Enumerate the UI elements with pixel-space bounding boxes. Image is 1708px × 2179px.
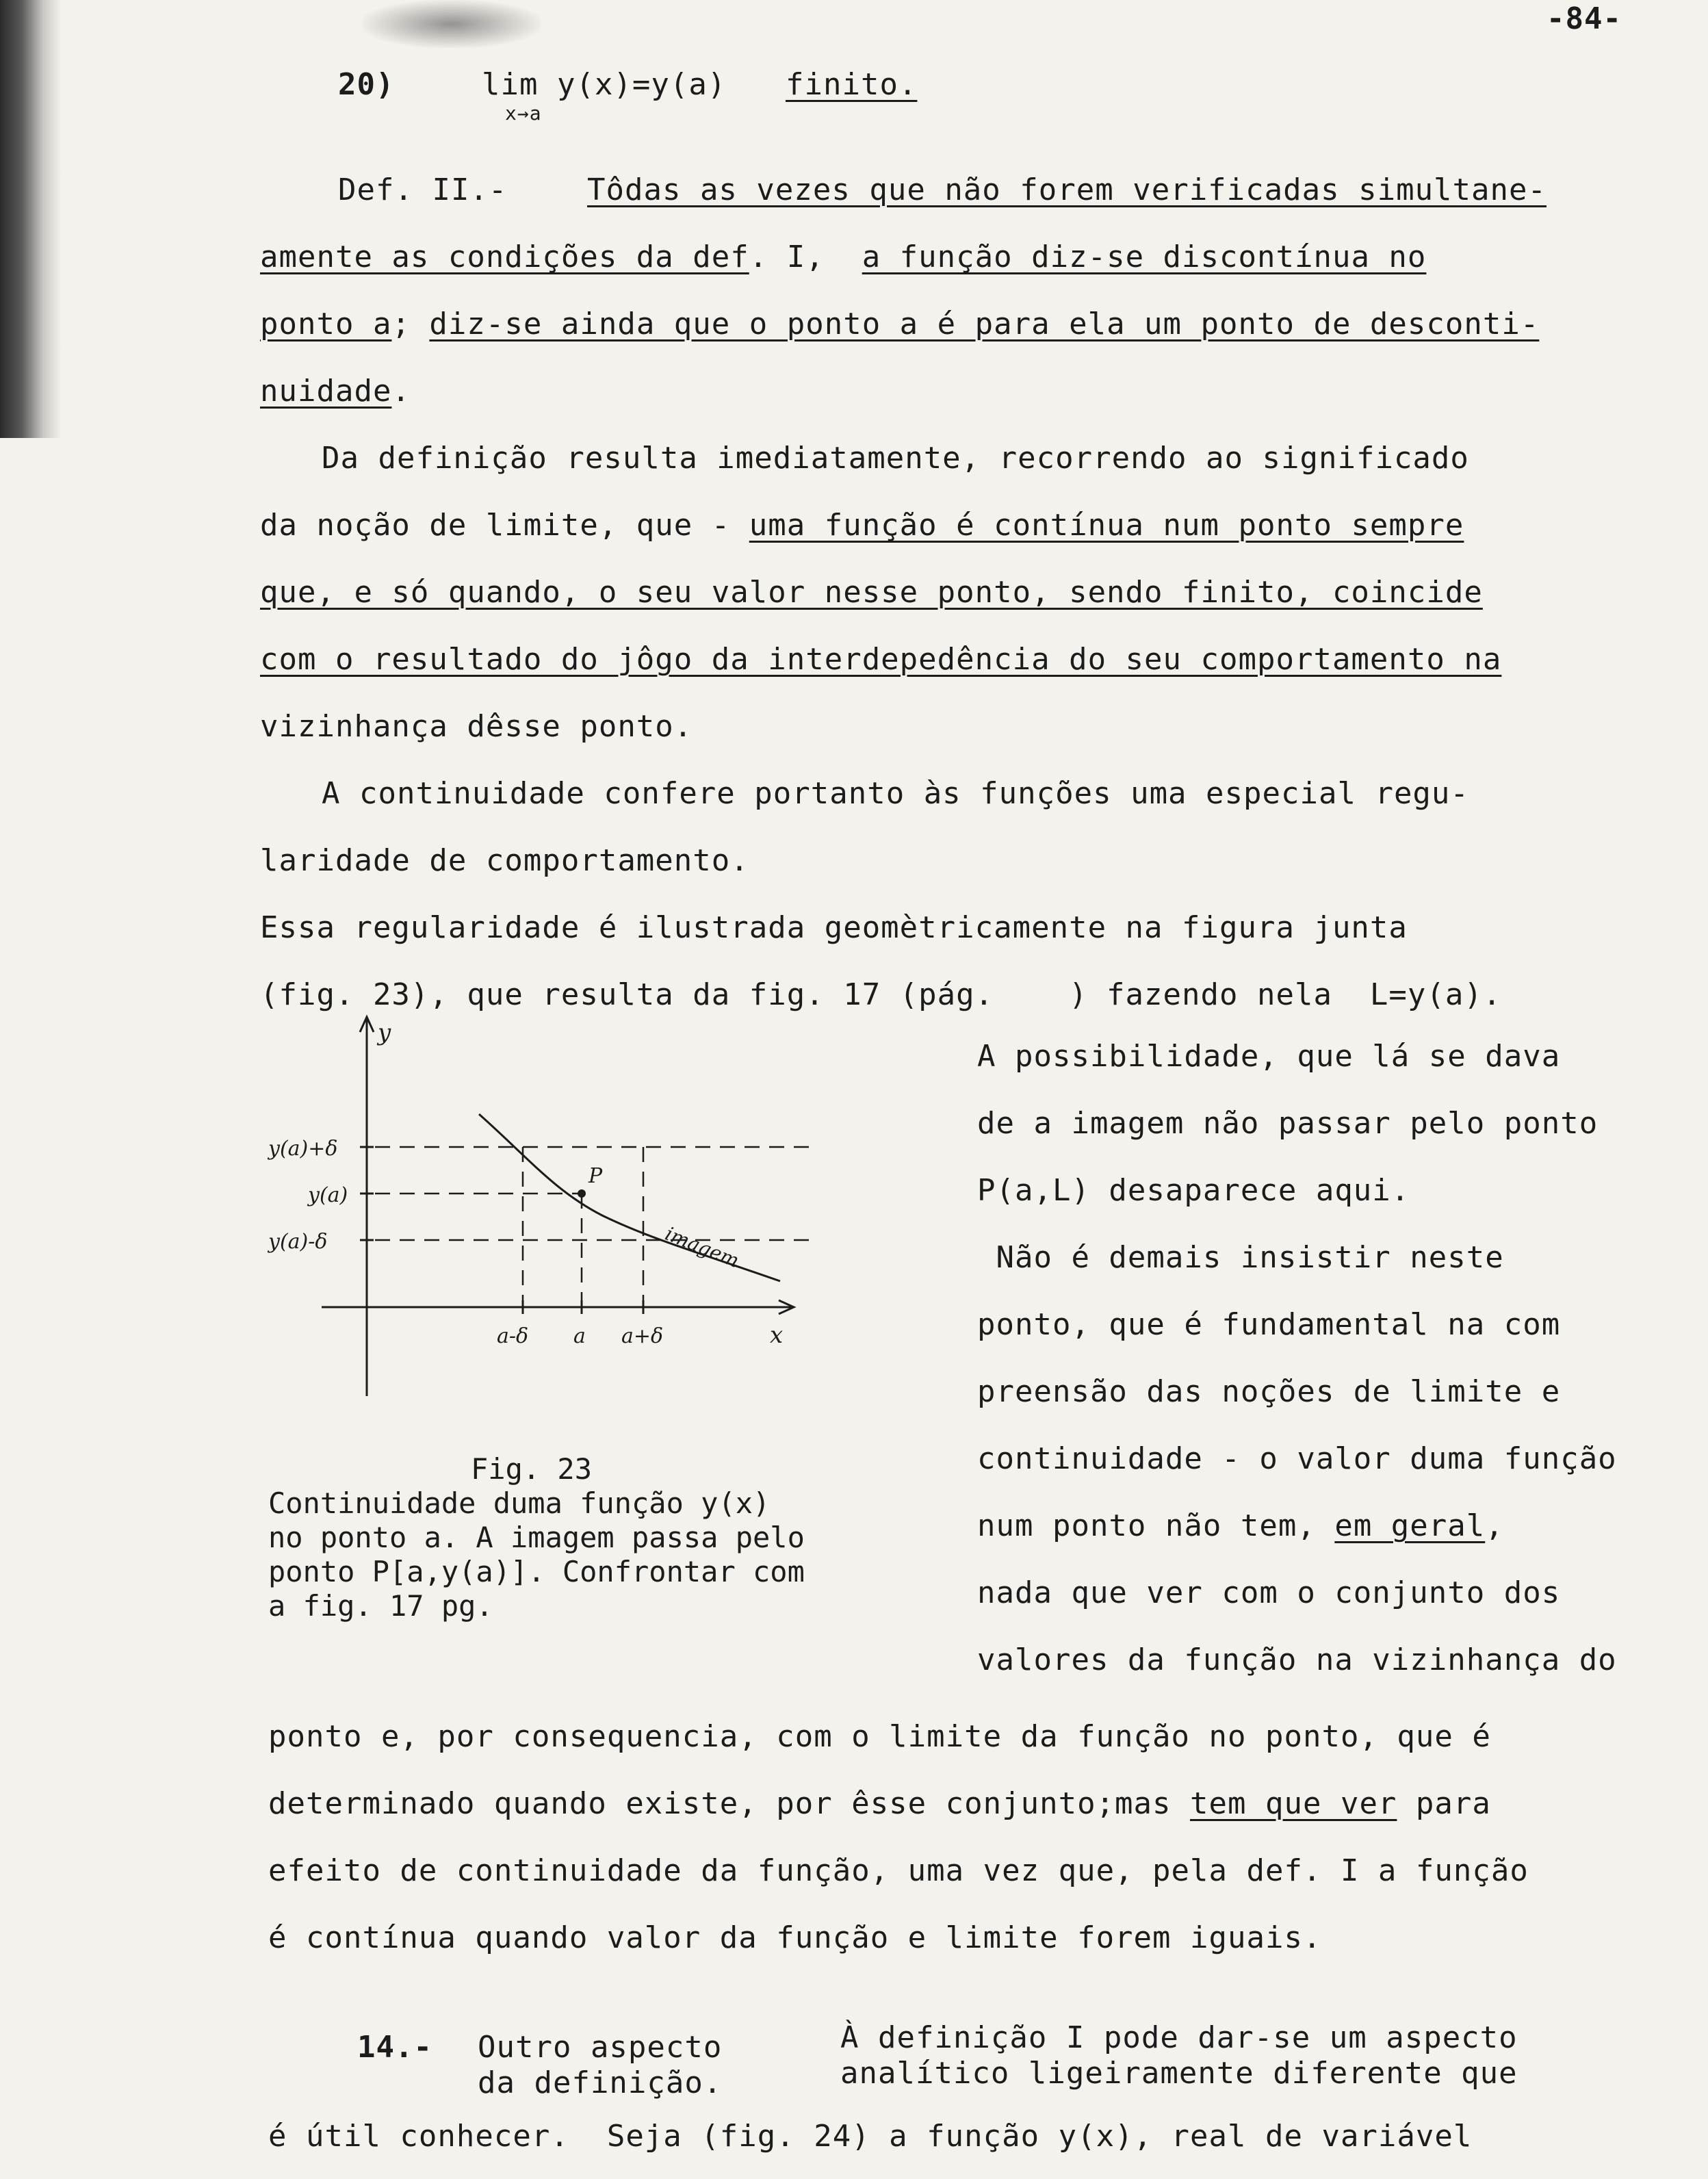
side-line-9: nada que ver com o conjunto dos [977,1575,1561,1610]
a-label: a [573,1324,586,1348]
limit-subscript: x→a [505,102,542,125]
middle-label: y(a) [308,1183,348,1207]
section-text-1: À definição I pode dar-se um aspecto [840,2020,1518,2055]
limit-formula: lim y(x)=y(a) [482,67,727,102]
scan-blot [363,0,541,48]
para3-line3: efeito de continuidade da função, uma vez que, pela def. I a função [268,1853,1529,1888]
para3-line2: determinado quando existe, por êsse conjunto;mas tem que ver para [268,1786,1491,1821]
p-label: P [588,1164,603,1188]
point-p [578,1189,586,1198]
a-minus-label: a-δ [497,1324,529,1348]
section-title-1: Outro aspecto [478,2030,723,2065]
def2-line3: ponto a; diz-se ainda que o ponto a é para ela um ponto de desconti- [260,307,1540,341]
side-line-6: preensão das noções de limite e [977,1374,1561,1409]
finito-word: finito. [786,67,918,102]
side-line-3: P(a,L) desaparece aqui. [977,1173,1410,1208]
scan-shadow [0,0,62,438]
figure-caption-2: no ponto a. A imagem passa pelo [268,1521,805,1554]
def2-line4: nuidade. [260,374,411,409]
side-line-2: de a imagem não passar pelo ponto [977,1106,1599,1141]
side-line-10: valores da função na vizinhança do [977,1642,1617,1677]
para3-line4: é contínua quando valor da função e limite forem iguais. [268,1920,1322,1955]
section-title-2: da definição. [478,2065,723,2100]
side-line-8: num ponto não tem, em geral, [977,1508,1504,1543]
x-axis-label: x [770,1321,784,1349]
side-line-7: continuidade - o valor duma função [977,1441,1617,1476]
a-plus-label: a+δ [621,1324,664,1348]
para1-line5: vizinhança dêsse ponto. [260,709,693,744]
para3-line1: ponto e, por consequencia, com o limite da função no ponto, que é [268,1719,1491,1754]
figure-caption-1: Continuidade duma função y(x) [268,1486,771,1520]
para1-line1: Da definição resulta imediatamente, recorrendo ao significado [322,441,1469,476]
def2-line2: amente as condições da def. I, a função diz-se discontínua no [260,240,1427,274]
side-line-1: A possibilidade, que lá se dava [977,1039,1561,1074]
section-text-2: analítico ligeiramente diferente que [840,2056,1518,2091]
para1-line3: que, e só quando, o seu valor nesse ponto, sendo finito, coincide [260,575,1483,610]
page-number: -84- [1547,1,1622,36]
para2-line2: laridade de comportamento. [260,843,749,878]
side-line-4: Não é demais insistir neste [977,1240,1504,1275]
figure-title: Fig. 23 [471,1452,593,1486]
para1-line2: da noção de limite, que - uma função é contínua num ponto sempre [260,508,1464,543]
section-text-3: é útil conhecer. Seja (fig. 24) a função y(x), real de variável [268,2119,1473,2154]
side-line-5: ponto, que é fundamental na com [977,1307,1561,1342]
upper-label: y(a)+δ [268,1137,338,1161]
figure-caption-4: a fig. 17 pg. [268,1589,493,1623]
curve-label: imagem [662,1222,742,1272]
def2-line1: Tôdas as vezes que não forem verificadas simultane- [587,172,1547,207]
para2-line1: A continuidade confere portanto às funções uma especial regu- [322,776,1469,811]
y-axis-label: y [378,1019,391,1046]
lower-label: y(a)-δ [268,1230,328,1254]
figure-23 [260,1013,849,1410]
para2-line4: (fig. 23), que resulta da fig. 17 (pág. ) fazendo nela L=y(a). [260,977,1502,1012]
item-number: 20) [338,67,395,102]
def2-label: Def. II.- [338,172,508,207]
figure-caption-3: ponto P[a,y(a)]. Confrontar com [268,1555,805,1588]
para2-line3: Essa regularidade é ilustrada geomètricamente na figura junta [260,910,1408,945]
section-number: 14.- [357,2030,432,2065]
para1-line4: com o resultado do jôgo da interdepedência do seu comportamento na [260,642,1502,677]
